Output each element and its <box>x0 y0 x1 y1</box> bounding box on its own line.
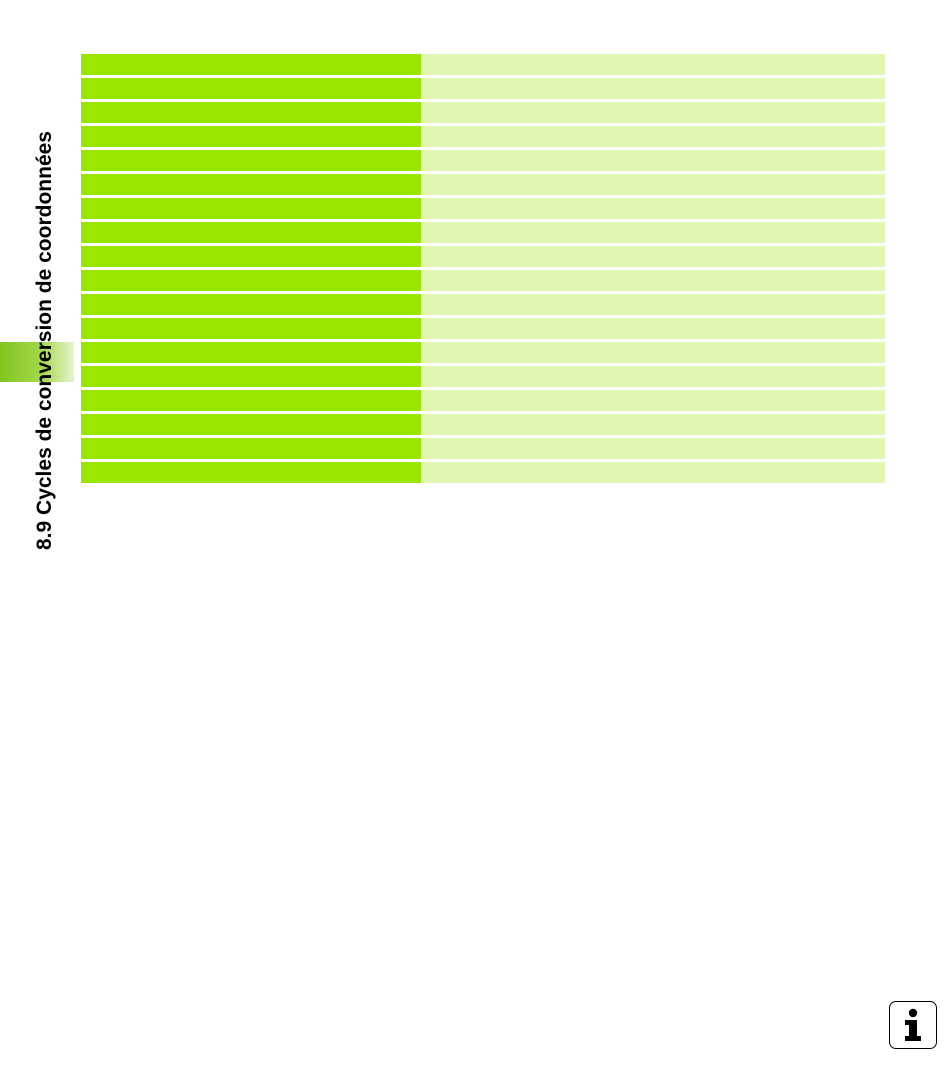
table-cell-right <box>421 174 885 195</box>
table-row <box>81 222 885 243</box>
table-cell-right <box>421 270 885 291</box>
table-row <box>81 174 885 195</box>
table-row <box>81 294 885 315</box>
table-row <box>81 54 885 75</box>
table-row <box>81 318 885 339</box>
table-cell-right <box>421 150 885 171</box>
table-cell-left <box>81 102 421 123</box>
table-cell-left <box>81 126 421 147</box>
table-cell-right <box>421 246 885 267</box>
table-row <box>81 246 885 267</box>
table-cell-left <box>81 438 421 459</box>
table-cell-right <box>421 318 885 339</box>
table-row <box>81 150 885 171</box>
table-cell-left <box>81 174 421 195</box>
table-cell-left <box>81 342 421 363</box>
table-cell-left <box>81 222 421 243</box>
table-row <box>81 390 885 411</box>
table-cell-left <box>81 78 421 99</box>
table-cell-left <box>81 414 421 435</box>
table-cell-right <box>421 390 885 411</box>
table-cell-left <box>81 150 421 171</box>
table-cell-left <box>81 198 421 219</box>
table-row <box>81 270 885 291</box>
table-cell-left <box>81 246 421 267</box>
table-cell-right <box>421 438 885 459</box>
table-cell-right <box>421 102 885 123</box>
table-cell-left <box>81 462 421 483</box>
table-cell-right <box>421 366 885 387</box>
table-cell-left <box>81 54 421 75</box>
table-row <box>81 126 885 147</box>
table-cell-right <box>421 414 885 435</box>
info-button[interactable] <box>889 1001 937 1049</box>
table-cell-right <box>421 222 885 243</box>
table-cell-left <box>81 366 421 387</box>
table-cell-right <box>421 462 885 483</box>
table-cell-right <box>421 294 885 315</box>
table-cell-right <box>421 198 885 219</box>
table-row <box>81 438 885 459</box>
table-cell-right <box>421 342 885 363</box>
table-row <box>81 462 885 483</box>
table-row <box>81 102 885 123</box>
table-cell-left <box>81 390 421 411</box>
table-row <box>81 342 885 363</box>
info-icon <box>898 1007 928 1043</box>
table-cell-right <box>421 78 885 99</box>
table-row <box>81 78 885 99</box>
table-cell-right <box>421 54 885 75</box>
table-cell-right <box>421 126 885 147</box>
table-cell-left <box>81 318 421 339</box>
table-cell-left <box>81 270 421 291</box>
table-row <box>81 366 885 387</box>
table <box>81 54 885 486</box>
section-title: 8.9 Cycles de conversion de coordonnées <box>33 131 56 550</box>
table-row <box>81 198 885 219</box>
table-row <box>81 414 885 435</box>
table-cell-left <box>81 294 421 315</box>
